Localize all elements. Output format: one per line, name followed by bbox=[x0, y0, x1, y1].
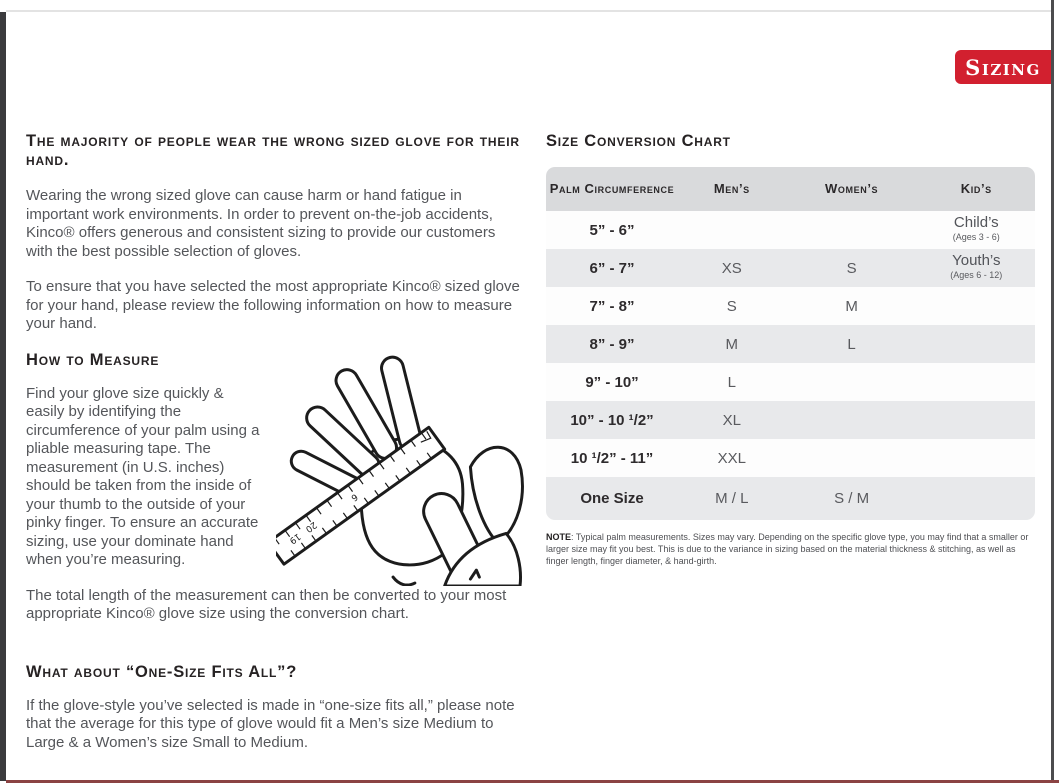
svg-text:6: 6 bbox=[348, 490, 360, 502]
cell-palm-circumference: 7” - 8” bbox=[589, 297, 635, 315]
table-row bbox=[546, 325, 1035, 363]
cell-womens-size: L bbox=[847, 335, 856, 353]
header-cell-mens: Men’s bbox=[713, 181, 750, 196]
one-size-section bbox=[26, 641, 520, 753]
cell-mens-size: XS bbox=[721, 259, 742, 277]
header-cell-womens: Women’s bbox=[825, 181, 879, 196]
table-row bbox=[546, 363, 1035, 401]
hand-measuring-tape-illustration bbox=[276, 343, 524, 586]
kids-age-range: (Ages 3 - 6) bbox=[952, 232, 1000, 242]
left-column bbox=[26, 132, 520, 769]
cell-mens-size: S bbox=[726, 297, 737, 315]
page-top-edge bbox=[6, 10, 1051, 12]
measure-paragraph-2: The total length of the measurement can then be converted to your most appropriate Kinco® glove size using the conversion chart. bbox=[26, 586, 507, 622]
table-row bbox=[546, 287, 1035, 325]
sizing-tab bbox=[955, 50, 1051, 84]
sizing-tab-label: Sizing bbox=[965, 54, 1041, 80]
cell-mens-size: XL bbox=[722, 411, 741, 429]
cell-palm-circumference: One Size bbox=[580, 490, 644, 507]
size-table-body bbox=[546, 211, 1035, 520]
right-column bbox=[546, 132, 1035, 567]
cell-mens-size: M bbox=[725, 335, 739, 353]
cell-palm-circumference: 10 ¹/2” - 11” bbox=[570, 449, 654, 467]
kids-size-label: Youth’s bbox=[952, 252, 1001, 269]
cell-mens-size: M / L bbox=[715, 490, 749, 507]
cell-palm-circumference: 10” - 10 ¹/2” bbox=[570, 411, 654, 429]
kids-age-range: (Ages 6 - 12) bbox=[950, 270, 1003, 280]
size-conversion-table bbox=[546, 167, 1035, 520]
svg-text:19: 19 bbox=[287, 530, 303, 545]
svg-text:20: 20 bbox=[303, 518, 319, 534]
cell-mens-size: L bbox=[727, 373, 736, 391]
cell-palm-circumference: 5” - 6” bbox=[589, 221, 635, 239]
one-size-paragraph: If the glove-style you’ve selected is made in “one-size fits all,” please note that the average for this type of glove would fit a Men’s size Medium to Large & a Women’s size Small to Medium. bbox=[26, 696, 515, 751]
cell-kids-size bbox=[918, 254, 1035, 282]
cell-palm-circumference: 6” - 7” bbox=[589, 259, 635, 277]
one-size-heading: What about “One-Size Fits All”? bbox=[26, 662, 298, 681]
header-cell-kids: Kid’s bbox=[960, 181, 992, 196]
how-to-measure-section bbox=[26, 351, 520, 624]
cell-kids-size bbox=[918, 216, 1035, 244]
main-heading: The majority of people wear the wrong sized glove for their hand. bbox=[26, 132, 520, 169]
cell-womens-size: M bbox=[845, 297, 858, 315]
page-right-edge bbox=[1051, 0, 1054, 781]
note-label: NOTE bbox=[546, 532, 572, 542]
intro-paragraph-1: Wearing the wrong sized glove can cause harm or hand fatigue in important work environments. In order to prevent on-the-job accidents, Kinco® offers generous and consistent sizing to provide our customers with the best possible selection of gloves. bbox=[26, 187, 496, 260]
cell-womens-size: S / M bbox=[834, 490, 870, 507]
table-row bbox=[546, 401, 1035, 439]
size-chart-title: Size Conversion Chart bbox=[546, 132, 731, 150]
measure-paragraph-1: Find your glove size quickly & easily by identifying the circumference of your palm using a pliable measuring tape. The measurement (in U.S. inches) should be taken from the inside of your thumb to the outside of your pinky finger. To ensure an accurate sizing, use your dominate hand when you’re measuring. bbox=[26, 384, 260, 568]
how-to-measure-heading: How to Measure bbox=[26, 350, 160, 369]
note-text: : Typical palm measurements. Sizes may vary. Depending on the specific glove type, you may find that a smaller or larger size may fit you best. This is due to the variance in sizing based on the material thickness & stitching, as well as finger length, finger diameter, & hand-girth. bbox=[546, 532, 1029, 566]
page-left-edge bbox=[0, 12, 6, 781]
table-row bbox=[546, 477, 1035, 520]
table-row bbox=[546, 249, 1035, 287]
table-row bbox=[546, 439, 1035, 477]
table-row bbox=[546, 211, 1035, 249]
intro-paragraph-2: To ensure that you have selected the most appropriate Kinco® sized glove for your hand, please review the following information on how to measure your hand. bbox=[26, 278, 520, 332]
cell-mens-size: XXL bbox=[717, 449, 746, 467]
cell-womens-size: S bbox=[846, 259, 857, 277]
cell-palm-circumference: 8” - 9” bbox=[589, 335, 635, 353]
table-header-row bbox=[546, 167, 1035, 211]
table-note bbox=[546, 531, 1035, 567]
header-cell-palm-circumference: Palm Circumference bbox=[549, 181, 675, 196]
cell-palm-circumference: 9” - 10” bbox=[585, 373, 639, 391]
kids-size-label: Child’s bbox=[953, 214, 999, 231]
